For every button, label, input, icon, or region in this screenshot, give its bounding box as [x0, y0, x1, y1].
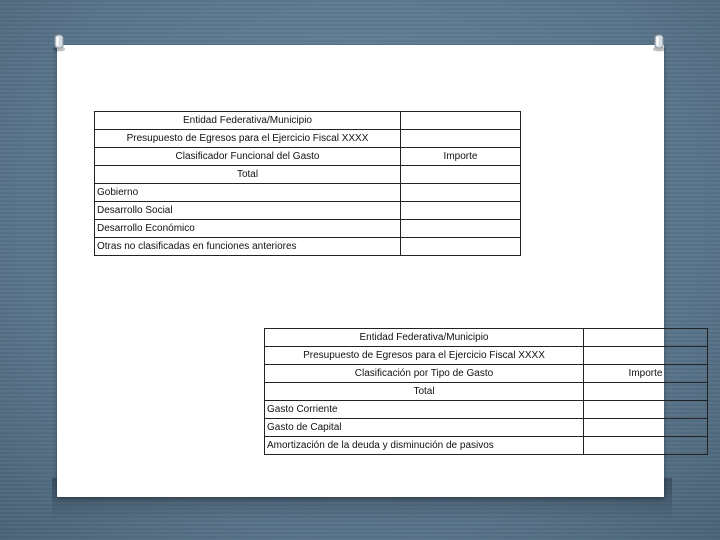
- total-label: Total: [95, 166, 401, 184]
- budget-title-cell: Presupuesto de Egresos para el Ejercicio Fiscal XXXX: [265, 347, 584, 365]
- amount-cell: [401, 220, 521, 238]
- total-amount-cell: [401, 166, 521, 184]
- empty-cell: [401, 130, 521, 148]
- entity-cell: Entidad Federativa/Municipio: [95, 112, 401, 130]
- table-row: [95, 148, 521, 166]
- table-row: [95, 112, 521, 130]
- row-label: Desarrollo Social: [95, 202, 401, 220]
- row-label: Desarrollo Económico: [95, 220, 401, 238]
- table-row: [95, 166, 521, 184]
- table-row: [95, 220, 521, 238]
- total-label: Total: [265, 383, 584, 401]
- row-label: Gobierno: [95, 184, 401, 202]
- amount-cell: [584, 401, 708, 419]
- slide: [57, 45, 664, 497]
- amount-cell: [401, 184, 521, 202]
- amount-cell: [401, 202, 521, 220]
- row-label: Amortización de la deuda y disminución de pasivos: [265, 437, 584, 455]
- empty-cell: [584, 329, 708, 347]
- row-label: Gasto Corriente: [265, 401, 584, 419]
- pushpin-icon: [652, 34, 666, 52]
- table-row: [265, 365, 708, 383]
- amount-cell: [584, 419, 708, 437]
- table-row: [95, 130, 521, 148]
- table-row: [95, 184, 521, 202]
- amount-header: Importe: [401, 148, 521, 166]
- table-row: [265, 383, 708, 401]
- amount-cell: [584, 437, 708, 455]
- amount-header: Importe: [584, 365, 708, 383]
- classifier-header: Clasificador Funcional del Gasto: [95, 148, 401, 166]
- row-label: Gasto de Capital: [265, 419, 584, 437]
- classifier-header: Clasificación por Tipo de Gasto: [265, 365, 584, 383]
- functional-classifier-table: [94, 111, 521, 256]
- table-row: [95, 202, 521, 220]
- table-row: [265, 401, 708, 419]
- empty-cell: [584, 347, 708, 365]
- table-row: [265, 329, 708, 347]
- table-row: [265, 419, 708, 437]
- spending-type-table: [264, 328, 708, 455]
- empty-cell: [401, 112, 521, 130]
- total-amount-cell: [584, 383, 708, 401]
- amount-cell: [401, 238, 521, 256]
- budget-title-cell: Presupuesto de Egresos para el Ejercicio Fiscal XXXX: [95, 130, 401, 148]
- row-label: Otras no clasificadas en funciones anteriores: [95, 238, 401, 256]
- table-row: [95, 238, 521, 256]
- pushpin-icon: [52, 34, 66, 52]
- table-row: [265, 437, 708, 455]
- table-row: [265, 347, 708, 365]
- entity-cell: Entidad Federativa/Municipio: [265, 329, 584, 347]
